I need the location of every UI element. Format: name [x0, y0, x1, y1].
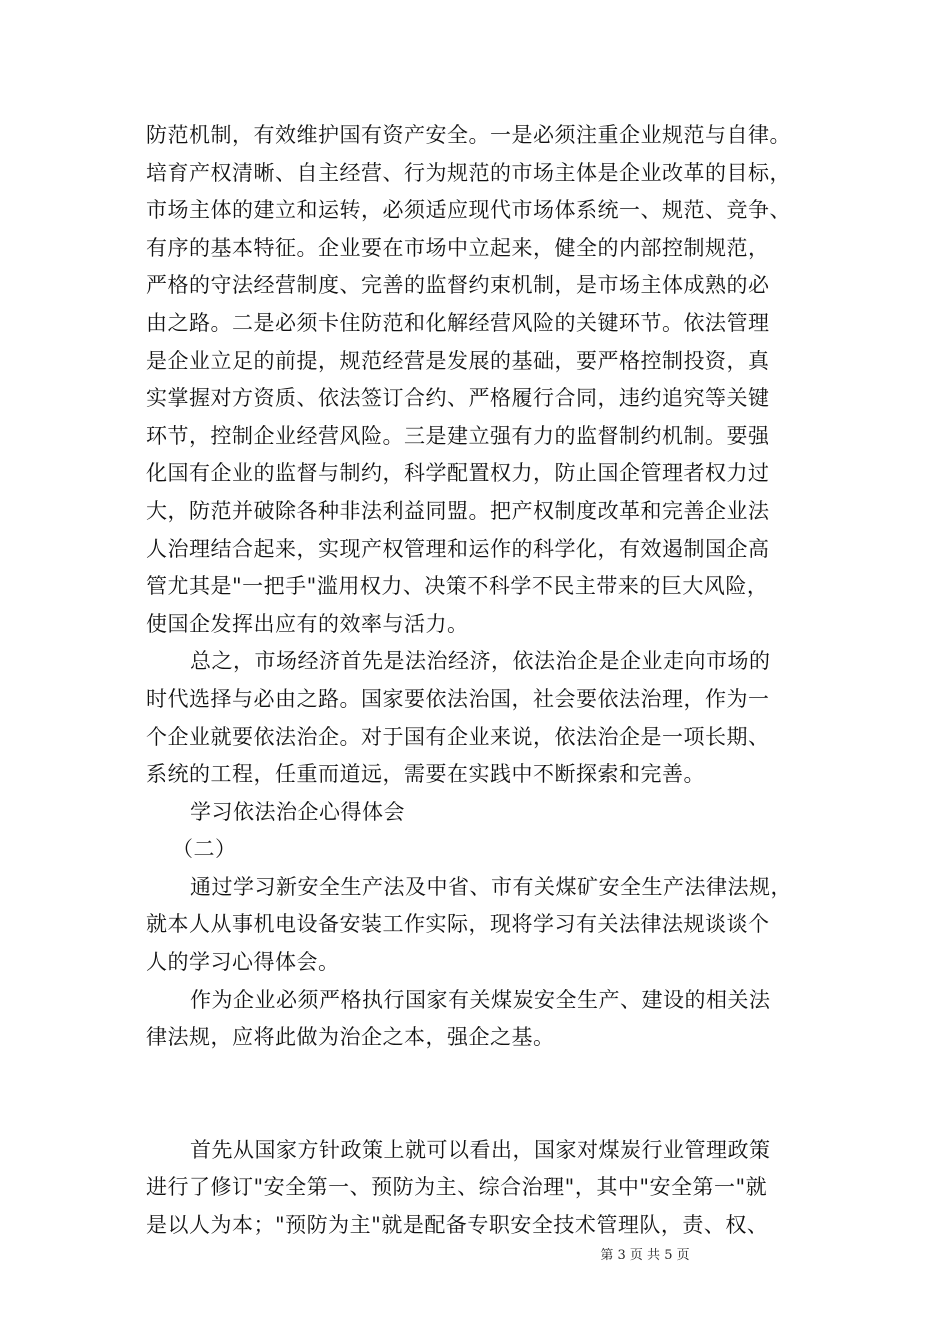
text-line: 市场主体的建立和运转，必须适应现代市场体系统一、规范、竞争、: [146, 198, 791, 223]
text-line: 使国企发挥出应有的效率与活力。: [146, 611, 469, 636]
text-line: 通过学习新安全生产法及中省、市有关煤矿安全生产法律法规，: [190, 874, 792, 899]
text-line: 实掌握对方资质、依法签订合约、严格履行合同，违约追究等关键: [146, 386, 770, 411]
text-line: 系统的工程，任重而道远，需要在实践中不断探索和完善。: [146, 762, 705, 787]
text-line: 首先从国家方针政策上就可以看出，国家对煤炭行业管理政策: [190, 1137, 771, 1162]
section-heading: 学习依法治企心得体会: [190, 799, 405, 824]
text-line: 环节，控制企业经营风险。三是建立强有力的监督制约机制。要强: [146, 423, 770, 448]
page-number: 第 3 页 共 5 页: [600, 1248, 690, 1263]
text-line: 大，防范并破除各种非法利益同盟。把产权制度改革和完善企业法: [146, 498, 770, 523]
text-line: 培育产权清晰、自主经营、行为规范的市场主体是企业改革的目标，: [146, 160, 791, 185]
paragraph-4: [146, 982, 818, 1057]
text-line: 由之路。二是必须卡住防范和化解经营风险的关键环节。依法管理: [146, 310, 770, 335]
text-line: 时代选择与必由之路。国家要依法治国，社会要依法治理，作为一: [146, 686, 770, 711]
text-line: 人的学习心得体会。: [146, 950, 340, 975]
text-line: 化国有企业的监督与制约，科学配置权力，防止国企管理者权力过: [146, 461, 770, 486]
paragraph-spacer: [146, 1057, 818, 1132]
text-line: 个企业就要依法治企。对于国有企业来说，依法治企是一项长期、: [146, 724, 770, 749]
text-line: 进行了修订"安全第一、预防为主、综合治理"，其中"安全第一"就: [146, 1175, 768, 1200]
text-line: 就本人从事机电设备安装工作实际，现将学习有关法律法规谈谈个: [146, 912, 770, 937]
section-subheading: （二）: [172, 837, 237, 862]
text-line: 律法规，应将此做为治企之本，强企之基。: [146, 1025, 555, 1050]
text-line: 管尤其是"一把手"滥用权力、决策不科学不民主带来的巨大风险，: [146, 574, 769, 599]
text-line: 作为企业必须严格执行国家有关煤炭安全生产、建设的相关法: [190, 987, 771, 1012]
text-line: 是企业立足的前提，规范经营是发展的基础，要严格控制投资，真: [146, 348, 770, 373]
text-line: 是以人为本；"预防为主"就是配备专职安全技术管理队，责、权、: [146, 1213, 769, 1238]
paragraph-5: [146, 1132, 818, 1245]
text-line: 总之，市场经济首先是法治经济，依法治企是企业走向市场的: [190, 649, 771, 674]
text-line: 严格的守法经营制度、完善的监督约束机制，是市场主体成熟的必: [146, 273, 770, 298]
text-line: 人治理结合起来，实现产权管理和运作的科学化，有效遏制国企高: [146, 536, 770, 561]
text-line: 防范机制，有效维护国有资产安全。一是必须注重企业规范与自律。: [146, 123, 791, 147]
text-line: 有序的基本特征。企业要在市场中立起来，健全的内部控制规范，: [146, 235, 770, 260]
paragraph-2: [146, 643, 818, 793]
paragraph-1: [146, 117, 818, 643]
document-body: [146, 117, 818, 1245]
paragraph-3: [146, 869, 818, 982]
